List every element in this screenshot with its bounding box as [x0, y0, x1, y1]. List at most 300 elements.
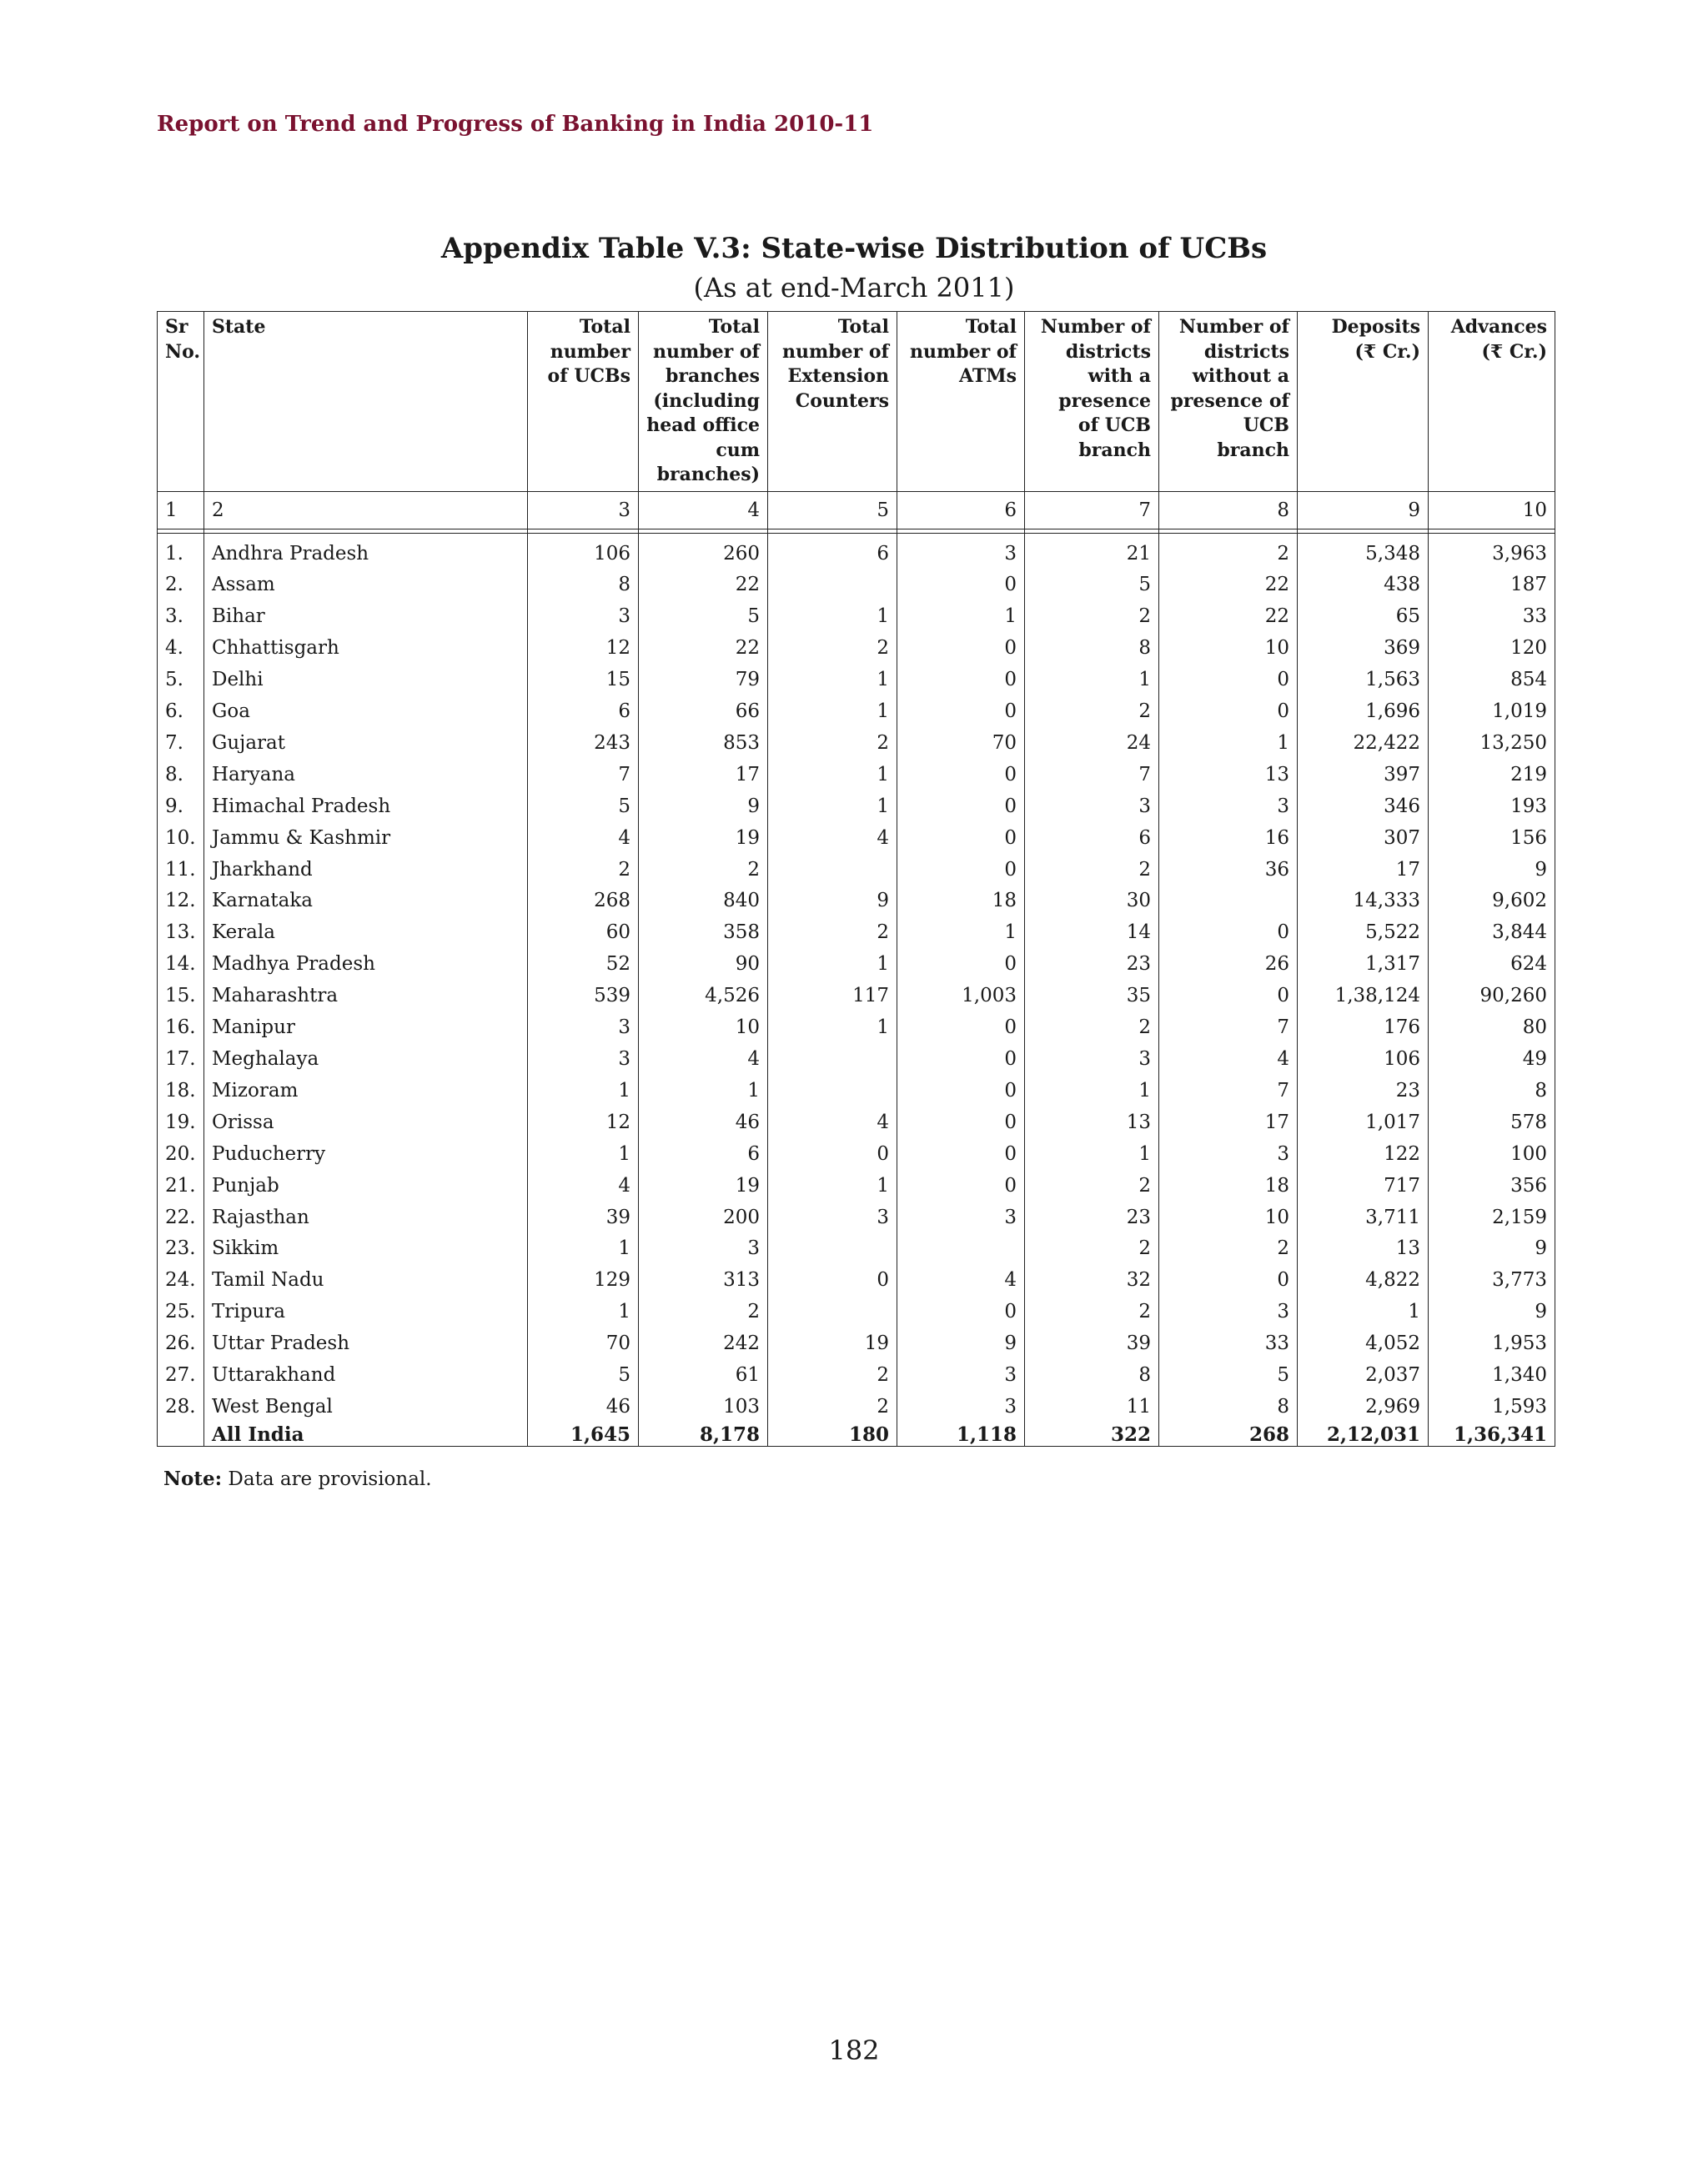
serial-number-cell: 16. [158, 1012, 204, 1044]
value-cell: 0 [897, 1107, 1025, 1139]
value-cell: 2 [1025, 855, 1159, 886]
value-cell: 8 [528, 570, 639, 601]
value-cell: 7 [1159, 1076, 1298, 1107]
serial-number-cell: 26. [158, 1328, 204, 1360]
table-row [158, 1360, 1555, 1392]
value-cell: 3 [639, 1233, 768, 1265]
value-cell: 346 [1298, 791, 1429, 823]
value-cell: 106 [528, 533, 639, 570]
value-cell: 1 [528, 1139, 639, 1171]
state-name-cell: Jammu & Kashmir [204, 823, 528, 855]
serial-number-cell: 3. [158, 601, 204, 633]
total-cell: 8,178 [639, 1423, 768, 1447]
value-cell: 129 [528, 1265, 639, 1297]
value-cell: 3,773 [1429, 1265, 1555, 1297]
value-cell: 90,260 [1429, 981, 1555, 1012]
value-cell: 23 [1298, 1076, 1429, 1107]
value-cell: 9 [639, 791, 768, 823]
state-name-cell: Bihar [204, 601, 528, 633]
value-cell: 12 [528, 633, 639, 665]
table-row [158, 1076, 1555, 1107]
value-cell: 1,563 [1298, 665, 1429, 696]
value-cell: 9,602 [1429, 886, 1555, 917]
column-number: 6 [897, 491, 1025, 529]
column-number: 1 [158, 491, 204, 529]
value-cell: 6 [768, 533, 897, 570]
value-cell: 0 [897, 1297, 1025, 1328]
state-name-cell: Manipur [204, 1012, 528, 1044]
value-cell: 1 [528, 1076, 639, 1107]
value-cell: 1,003 [897, 981, 1025, 1012]
header-state: State [204, 312, 528, 492]
value-cell: 840 [639, 886, 768, 917]
table-row [158, 1044, 1555, 1076]
serial-number-cell: 8. [158, 760, 204, 791]
value-cell: 106 [1298, 1044, 1429, 1076]
value-cell: 7 [1159, 1012, 1298, 1044]
header-advances: Advances (₹ Cr.) [1429, 312, 1555, 492]
value-cell: 49 [1429, 1044, 1555, 1076]
table-row [158, 981, 1555, 1012]
value-cell: 3 [1025, 791, 1159, 823]
column-number: 9 [1298, 491, 1429, 529]
value-cell: 12 [528, 1107, 639, 1139]
state-name-cell: Himachal Pradesh [204, 791, 528, 823]
value-cell: 2 [639, 1297, 768, 1328]
value-cell: 1 [1159, 728, 1298, 760]
value-cell: 18 [1159, 1171, 1298, 1202]
value-cell: 0 [897, 1076, 1025, 1107]
value-cell: 3 [897, 533, 1025, 570]
value-cell: 65 [1298, 601, 1429, 633]
state-name-cell: Tamil Nadu [204, 1265, 528, 1297]
table-row [158, 760, 1555, 791]
value-cell: 0 [897, 855, 1025, 886]
value-cell: 3,711 [1298, 1202, 1429, 1234]
value-cell: 3 [1025, 1044, 1159, 1076]
serial-number-cell: 2. [158, 570, 204, 601]
header-sr-no: Sr No. [158, 312, 204, 492]
value-cell: 5 [639, 601, 768, 633]
value-cell: 369 [1298, 633, 1429, 665]
page-number: 182 [828, 2035, 880, 2066]
value-cell: 1 [768, 696, 897, 728]
value-cell: 11 [1025, 1392, 1159, 1423]
value-cell: 0 [897, 949, 1025, 981]
value-cell: 1 [768, 791, 897, 823]
value-cell: 578 [1429, 1107, 1555, 1139]
value-cell: 117 [768, 981, 897, 1012]
value-cell: 1,317 [1298, 949, 1429, 981]
total-cell: 322 [1025, 1423, 1159, 1447]
value-cell: 14 [1025, 917, 1159, 949]
running-head: Report on Trend and Progress of Banking in India 2010-11 [157, 112, 874, 137]
state-name-cell: Mizoram [204, 1076, 528, 1107]
value-cell: 0 [897, 791, 1025, 823]
value-cell: 1 [768, 760, 897, 791]
value-cell: 0 [1159, 665, 1298, 696]
value-cell: 0 [897, 760, 1025, 791]
value-cell [1159, 886, 1298, 917]
value-cell: 3 [897, 1202, 1025, 1234]
value-cell: 36 [1159, 855, 1298, 886]
value-cell: 3 [1159, 1297, 1298, 1328]
ucb-distribution-table [157, 311, 1555, 1447]
table-row [158, 1328, 1555, 1360]
value-cell: 2 [1025, 1233, 1159, 1265]
value-cell: 2 [1025, 1297, 1159, 1328]
value-cell: 1,019 [1429, 696, 1555, 728]
value-cell: 356 [1429, 1171, 1555, 1202]
total-cell: 1,36,341 [1429, 1423, 1555, 1447]
table-row [158, 665, 1555, 696]
value-cell: 23 [1025, 1202, 1159, 1234]
value-cell: 313 [639, 1265, 768, 1297]
value-cell: 15 [528, 665, 639, 696]
value-cell: 2 [768, 1360, 897, 1392]
serial-number-cell: 27. [158, 1360, 204, 1392]
value-cell: 3 [897, 1360, 1025, 1392]
value-cell: 9 [1429, 1297, 1555, 1328]
serial-number-cell: 9. [158, 791, 204, 823]
value-cell: 0 [897, 823, 1025, 855]
value-cell: 6 [1025, 823, 1159, 855]
value-cell: 2,969 [1298, 1392, 1429, 1423]
value-cell: 19 [639, 1171, 768, 1202]
header-row [158, 312, 1555, 492]
value-cell: 8 [1025, 1360, 1159, 1392]
value-cell: 2 [1159, 533, 1298, 570]
value-cell: 30 [1025, 886, 1159, 917]
value-cell: 22 [639, 633, 768, 665]
value-cell: 2 [639, 855, 768, 886]
value-cell: 0 [897, 1012, 1025, 1044]
value-cell: 9 [897, 1328, 1025, 1360]
value-cell: 2 [1159, 1233, 1298, 1265]
value-cell: 0 [1159, 1265, 1298, 1297]
value-cell: 13 [1159, 760, 1298, 791]
value-cell: 32 [1025, 1265, 1159, 1297]
value-cell: 4 [1159, 1044, 1298, 1076]
value-cell: 2 [528, 855, 639, 886]
value-cell: 0 [897, 1171, 1025, 1202]
table-row [158, 823, 1555, 855]
value-cell: 46 [639, 1107, 768, 1139]
value-cell: 24 [1025, 728, 1159, 760]
header-districts-without-presence: Number of districts without a presence of UCB branch [1159, 312, 1298, 492]
value-cell: 397 [1298, 760, 1429, 791]
value-cell: 1 [1298, 1297, 1429, 1328]
value-cell: 1 [768, 665, 897, 696]
header-extension-counters: Total number of Extension Counters [768, 312, 897, 492]
value-cell: 193 [1429, 791, 1555, 823]
value-cell: 26 [1159, 949, 1298, 981]
value-cell: 5,348 [1298, 533, 1429, 570]
value-cell: 103 [639, 1392, 768, 1423]
table-row [158, 533, 1555, 570]
state-name-cell: Tripura [204, 1297, 528, 1328]
value-cell [768, 1076, 897, 1107]
value-cell: 1 [768, 1171, 897, 1202]
value-cell: 14,333 [1298, 886, 1429, 917]
value-cell: 1 [897, 601, 1025, 633]
state-name-cell: Orissa [204, 1107, 528, 1139]
table-row [158, 601, 1555, 633]
value-cell: 156 [1429, 823, 1555, 855]
value-cell: 1,38,124 [1298, 981, 1429, 1012]
table-row [158, 917, 1555, 949]
value-cell: 1 [1025, 1076, 1159, 1107]
value-cell: 243 [528, 728, 639, 760]
value-cell: 4 [528, 1171, 639, 1202]
value-cell: 33 [1429, 601, 1555, 633]
value-cell: 8 [1025, 633, 1159, 665]
column-number: 3 [528, 491, 639, 529]
value-cell: 3 [897, 1392, 1025, 1423]
value-cell: 0 [1159, 917, 1298, 949]
value-cell: 17 [1159, 1107, 1298, 1139]
value-cell: 3 [1159, 791, 1298, 823]
value-cell: 3 [1159, 1139, 1298, 1171]
value-cell: 122 [1298, 1139, 1429, 1171]
value-cell: 3 [768, 1202, 897, 1234]
value-cell: 4 [768, 1107, 897, 1139]
value-cell: 438 [1298, 570, 1429, 601]
table-subtitle: (As at end-March 2011) [693, 272, 1015, 304]
serial-number-cell: 4. [158, 633, 204, 665]
serial-number-cell: 21. [158, 1171, 204, 1202]
value-cell: 8 [1159, 1392, 1298, 1423]
value-cell: 22 [1159, 570, 1298, 601]
value-cell: 3 [528, 1012, 639, 1044]
total-cell: 180 [768, 1423, 897, 1447]
value-cell: 70 [528, 1328, 639, 1360]
table-row [158, 633, 1555, 665]
table-row [158, 1265, 1555, 1297]
serial-number-cell: 25. [158, 1297, 204, 1328]
value-cell: 4,052 [1298, 1328, 1429, 1360]
column-number: 10 [1429, 491, 1555, 529]
state-name-cell: Karnataka [204, 886, 528, 917]
note-text: Data are provisional. [222, 1468, 432, 1490]
value-cell: 21 [1025, 533, 1159, 570]
value-cell: 35 [1025, 981, 1159, 1012]
value-cell: 120 [1429, 633, 1555, 665]
value-cell: 854 [1429, 665, 1555, 696]
value-cell: 61 [639, 1360, 768, 1392]
state-name-cell: Madhya Pradesh [204, 949, 528, 981]
state-name-cell: Goa [204, 696, 528, 728]
value-cell: 6 [639, 1139, 768, 1171]
value-cell: 13,250 [1429, 728, 1555, 760]
value-cell: 358 [639, 917, 768, 949]
table-row [158, 1202, 1555, 1234]
value-cell: 33 [1159, 1328, 1298, 1360]
table-row [158, 570, 1555, 601]
value-cell: 4,822 [1298, 1265, 1429, 1297]
value-cell: 3 [528, 1044, 639, 1076]
table-row [158, 1297, 1555, 1328]
value-cell: 100 [1429, 1139, 1555, 1171]
state-name-cell: Uttarakhand [204, 1360, 528, 1392]
value-cell: 187 [1429, 570, 1555, 601]
value-cell: 3,963 [1429, 533, 1555, 570]
header-total-branches: Total number of branches (including head office cum branches) [639, 312, 768, 492]
value-cell: 46 [528, 1392, 639, 1423]
table-row [158, 791, 1555, 823]
state-name-cell: Sikkim [204, 1233, 528, 1265]
state-name-cell: Jharkhand [204, 855, 528, 886]
value-cell: 5,522 [1298, 917, 1429, 949]
value-cell: 2,159 [1429, 1202, 1555, 1234]
value-cell: 624 [1429, 949, 1555, 981]
value-cell: 10 [639, 1012, 768, 1044]
state-name-cell: Kerala [204, 917, 528, 949]
value-cell: 7 [1025, 760, 1159, 791]
serial-number-cell: 24. [158, 1265, 204, 1297]
value-cell: 52 [528, 949, 639, 981]
serial-number-cell: 13. [158, 917, 204, 949]
value-cell: 90 [639, 949, 768, 981]
value-cell: 16 [1159, 823, 1298, 855]
value-cell: 2 [1025, 1171, 1159, 1202]
column-number: 2 [204, 491, 528, 529]
value-cell: 3 [528, 601, 639, 633]
value-cell: 60 [528, 917, 639, 949]
value-cell: 2 [768, 1392, 897, 1423]
state-name-cell: Gujarat [204, 728, 528, 760]
value-cell: 66 [639, 696, 768, 728]
serial-number-cell: 15. [158, 981, 204, 1012]
value-cell: 1 [1025, 1139, 1159, 1171]
total-cell: 1,118 [897, 1423, 1025, 1447]
value-cell: 8 [1429, 1076, 1555, 1107]
table-row [158, 949, 1555, 981]
value-cell: 2 [1025, 1012, 1159, 1044]
value-cell: 219 [1429, 760, 1555, 791]
value-cell: 17 [639, 760, 768, 791]
value-cell: 39 [1025, 1328, 1159, 1360]
value-cell: 200 [639, 1202, 768, 1234]
value-cell: 0 [1159, 981, 1298, 1012]
value-cell: 10 [1159, 1202, 1298, 1234]
serial-number-cell: 22. [158, 1202, 204, 1234]
table-row [158, 1107, 1555, 1139]
value-cell: 4 [768, 823, 897, 855]
value-cell: 22 [1159, 601, 1298, 633]
column-number: 7 [1025, 491, 1159, 529]
header-total-atms: Total number of ATMs [897, 312, 1025, 492]
state-name-cell: Chhattisgarh [204, 633, 528, 665]
value-cell: 0 [897, 1139, 1025, 1171]
serial-number-cell: 7. [158, 728, 204, 760]
serial-number-cell: 18. [158, 1076, 204, 1107]
value-cell: 176 [1298, 1012, 1429, 1044]
value-cell: 10 [1159, 633, 1298, 665]
value-cell: 1 [768, 601, 897, 633]
header-districts-with-presence: Number of districts with a presence of UCB branch [1025, 312, 1159, 492]
serial-number-cell: 20. [158, 1139, 204, 1171]
value-cell: 4 [897, 1265, 1025, 1297]
header-deposits: Deposits (₹ Cr.) [1298, 312, 1429, 492]
value-cell: 2 [768, 917, 897, 949]
serial-number-cell: 23. [158, 1233, 204, 1265]
value-cell: 4 [639, 1044, 768, 1076]
value-cell: 2 [1025, 696, 1159, 728]
value-cell: 0 [897, 570, 1025, 601]
value-cell: 7 [528, 760, 639, 791]
value-cell: 1,017 [1298, 1107, 1429, 1139]
value-cell: 23 [1025, 949, 1159, 981]
serial-number-cell: 14. [158, 949, 204, 981]
table-note [163, 1468, 432, 1490]
value-cell [768, 855, 897, 886]
value-cell: 6 [528, 696, 639, 728]
column-number: 5 [768, 491, 897, 529]
table-row [158, 886, 1555, 917]
value-cell: 0 [897, 665, 1025, 696]
header-total-ucbs: Total number of UCBs [528, 312, 639, 492]
value-cell: 1,696 [1298, 696, 1429, 728]
value-cell: 2,037 [1298, 1360, 1429, 1392]
state-name-cell: Meghalaya [204, 1044, 528, 1076]
table-row [158, 696, 1555, 728]
state-name-cell: Puducherry [204, 1139, 528, 1171]
value-cell: 5 [1159, 1360, 1298, 1392]
value-cell: 5 [528, 791, 639, 823]
value-cell: 1 [528, 1233, 639, 1265]
serial-number-cell: 12. [158, 886, 204, 917]
value-cell: 1,593 [1429, 1392, 1555, 1423]
table-row [158, 728, 1555, 760]
table-row [158, 855, 1555, 886]
table-row [158, 1012, 1555, 1044]
serial-number-cell: 10. [158, 823, 204, 855]
value-cell: 4,526 [639, 981, 768, 1012]
value-cell [768, 570, 897, 601]
serial-number-cell: 5. [158, 665, 204, 696]
total-cell: 2,12,031 [1298, 1423, 1429, 1447]
value-cell: 260 [639, 533, 768, 570]
value-cell: 307 [1298, 823, 1429, 855]
value-cell: 9 [1429, 1233, 1555, 1265]
serial-number-cell: 11. [158, 855, 204, 886]
serial-number-cell: 28. [158, 1392, 204, 1423]
table-row [158, 1233, 1555, 1265]
value-cell: 39 [528, 1202, 639, 1234]
table-row [158, 1171, 1555, 1202]
value-cell: 19 [639, 823, 768, 855]
value-cell [768, 1297, 897, 1328]
value-cell: 853 [639, 728, 768, 760]
value-cell: 0 [1159, 696, 1298, 728]
table-row [158, 1139, 1555, 1171]
state-name-cell: Uttar Pradesh [204, 1328, 528, 1360]
value-cell: 1,953 [1429, 1328, 1555, 1360]
serial-number-cell: 6. [158, 696, 204, 728]
column-number: 8 [1159, 491, 1298, 529]
value-cell: 717 [1298, 1171, 1429, 1202]
value-cell: 13 [1298, 1233, 1429, 1265]
column-number: 4 [639, 491, 768, 529]
state-name-cell: Maharashtra [204, 981, 528, 1012]
serial-number-cell: 1. [158, 533, 204, 570]
value-cell: 0 [897, 633, 1025, 665]
value-cell: 13 [1025, 1107, 1159, 1139]
value-cell: 4 [528, 823, 639, 855]
value-cell: 22 [639, 570, 768, 601]
value-cell: 1 [768, 949, 897, 981]
